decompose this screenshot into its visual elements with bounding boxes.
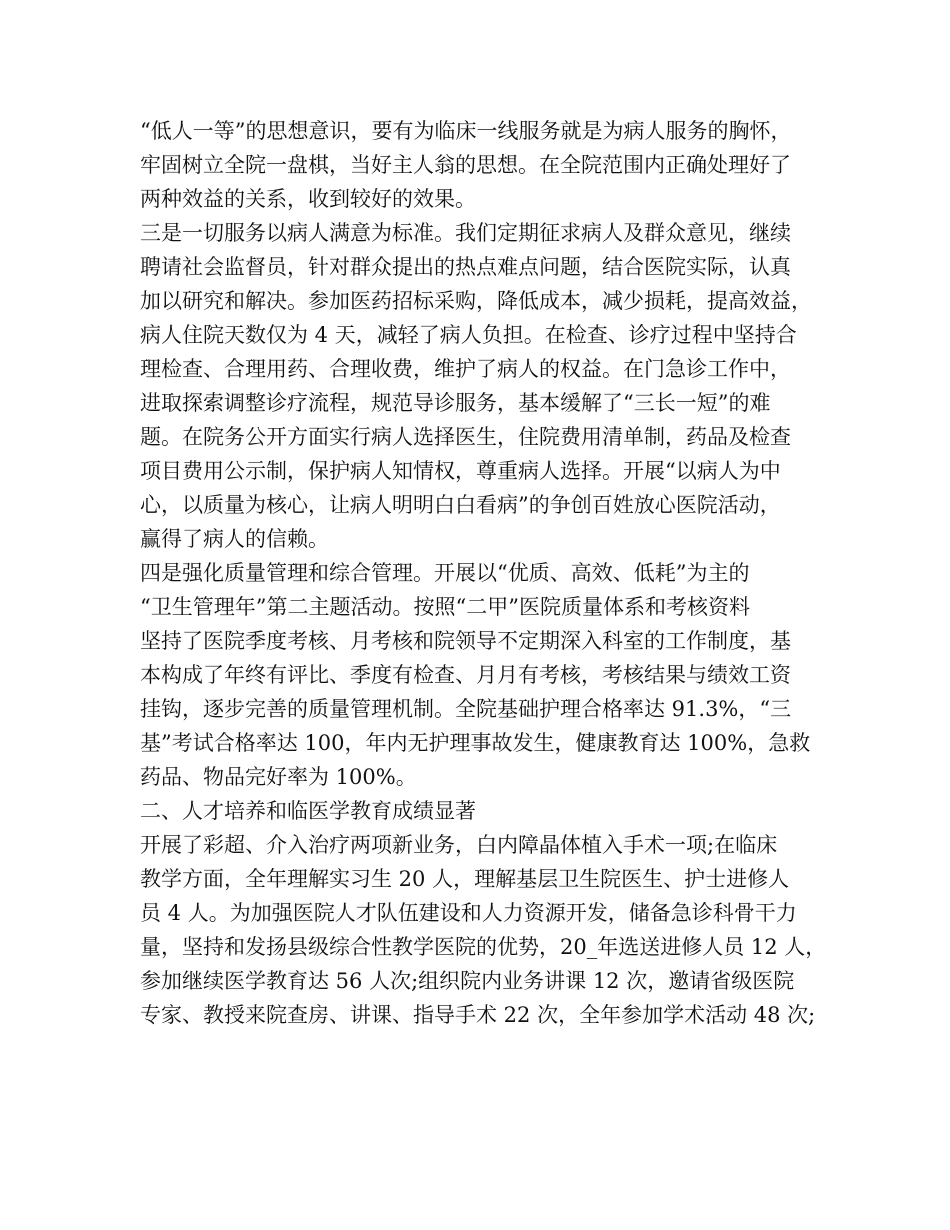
text-line: “低人一等”的思想意识，要有为临床一线服务就是为病人服务的胸怀， xyxy=(140,119,792,143)
text-line: 量，坚持和发扬县级综合性教学医院的优势，20_年选送进修人员 12 人， xyxy=(140,935,827,959)
text-line: 员 4 人。为加强医院人才队伍建设和人力资源开发，储备急诊科骨干力 xyxy=(140,901,797,925)
text-line: 病人住院天数仅为 4 天，减轻了病人负担。在检查、诊疗过程中坚持合 xyxy=(140,323,797,347)
text-line: 赢得了病人的信赖。 xyxy=(140,527,329,551)
text-line: 两种效益的关系，收到较好的效果。 xyxy=(140,187,476,211)
text-line: 理检查、合理用药、合理收费，维护了病人的权益。在门急诊工作中， xyxy=(140,357,791,381)
text-line: 加以研究和解决。参加医药招标采购，降低成本，减少损耗，提高效益， xyxy=(140,289,812,313)
text-line: 基”考试合格率达 100，年内无护理事故发生，健康教育达 100%，急救 xyxy=(140,731,811,755)
section-heading: 二、人才培养和临医学教育成绩显著 xyxy=(140,799,476,823)
text-line: 教学方面，全年理解实习生 20 人，理解基层卫生院医生、护士进修人 xyxy=(140,867,790,891)
text-line: 坚持了医院季度考核、月考核和院领导不定期深入科室的工作制度，基 xyxy=(140,629,791,653)
body-text xyxy=(140,114,830,1032)
text-line: 开展了彩超、介入治疗两项新业务，白内障晶体植入手术一项;在临床 xyxy=(140,833,778,857)
text-line: 挂钩，逐步完善的质量管理机制。全院基础护理合格率达 91.3%，“三 xyxy=(140,697,792,721)
text-line: 聘请社会监督员，针对群众提出的热点难点问题，结合医院实际，认真 xyxy=(140,255,791,279)
text-line: 参加继续医学教育达 56 人次;组织院内业务讲课 12 次，邀请省级医院 xyxy=(140,969,795,993)
text-line: 四是强化质量管理和综合管理。开展以“优质、高效、低耗”为主的 xyxy=(140,561,750,585)
text-line: 专家、教授来院查房、讲课、指导手术 22 次，全年参加学术活动 48 次; xyxy=(140,1003,816,1027)
text-line: 药品、物品完好率为 100%。 xyxy=(140,765,417,789)
text-line: 牢固树立全院一盘棋，当好主人翁的思想。在全院范围内正确处理好了 xyxy=(140,153,791,177)
text-line: 本构成了年终有评比、季度有检查、月月有考核，考核结果与绩效工资 xyxy=(140,663,791,687)
text-line: 项目费用公示制，保护病人知情权，尊重病人选择。开展“以病人为中 xyxy=(140,459,781,483)
text-line: “卫生管理年”第二主题活动。按照“二甲”医院质量体系和考核资料 xyxy=(140,595,750,619)
text-line: 题。在院务公开方面实行病人选择医生，住院费用清单制，药品及检查 xyxy=(140,425,791,449)
text-line: 三是一切服务以病人满意为标准。我们定期征求病人及群众意见，继续 xyxy=(140,221,791,245)
text-line: 进取探索调整诊疗流程，规范导诊服务，基本缓解了“三长一短”的难 xyxy=(140,391,771,415)
text-line: 心，以质量为核心，让病人明明白白看病”的争创百姓放心医院活动， xyxy=(140,493,781,517)
